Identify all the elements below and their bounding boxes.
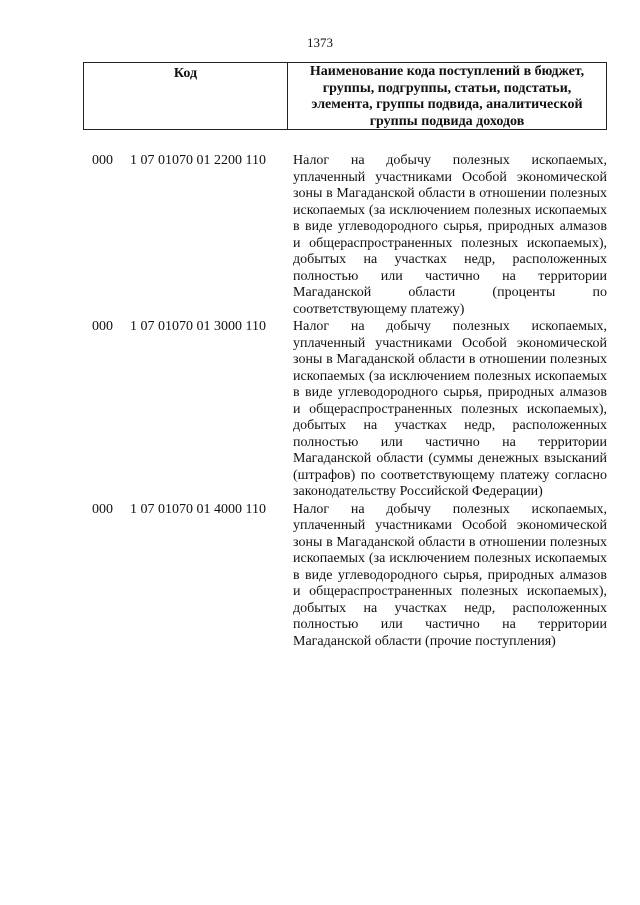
table-header — [83, 62, 607, 130]
entry-budget-code: 1 07 01070 01 2200 110 — [130, 153, 266, 168]
entries-list — [92, 153, 607, 650]
entry-description: Налог на добычу полезных ископаемых, уплаченный участниками Особой экономической зоны в Магаданской области в отношении полезных ископаемых (за исключением полезных ископаемых в виде углеводородного сырья, природных алмазов и общераспространенных полезных ископаемых), добытых на участках недр, расположенных полностью или частично на территории Магаданской области (суммы денежных взысканий (штрафов) по соответствующему платежу согласно законодательству Российской Федерации) — [293, 319, 607, 499]
entry-description: Налог на добычу полезных ископаемых, уплаченный участниками Особой экономической зоны в Магаданской области в отношении полезных ископаемых (за исключением полезных ископаемых в виде углеводородного сырья, природных алмазов и общераспространенных полезных ископаемых), добытых на участках недр, расположенных полностью или частично на территории Магаданской области (проценты по соответствующему платежу) — [293, 153, 607, 317]
list-item — [92, 319, 607, 501]
list-item — [92, 153, 607, 318]
page-number: 1373 — [307, 35, 333, 50]
entry-budget-code: 1 07 01070 01 3000 110 — [130, 319, 266, 334]
header-code-label: Код — [84, 63, 288, 129]
entry-admin-code: 000 — [92, 501, 113, 517]
header-name-label: Наименование кода поступлений в бюджет, группы, подгруппы, статьи, подстатьи, элемента, группы подвида, аналитической группы подвида доходов — [309, 64, 585, 129]
entry-admin-code: 000 — [92, 319, 113, 334]
entry-budget-code: 1 07 01070 01 4000 110 — [130, 501, 266, 517]
entry-admin-code: 000 — [92, 153, 113, 168]
entry-description: Налог на добычу полезных ископаемых, уплаченный участниками Особой экономической зоны в Магаданской области в отношении полезных ископаемых (за исключением полезных ископаемых в виде углеводородного сырья, природных алмазов и общераспространенных полезных ископаемых), добытых на участках недр, расположенных полностью или частично на территории Магаданской области (прочие поступления) — [293, 501, 607, 649]
list-item — [92, 502, 607, 651]
